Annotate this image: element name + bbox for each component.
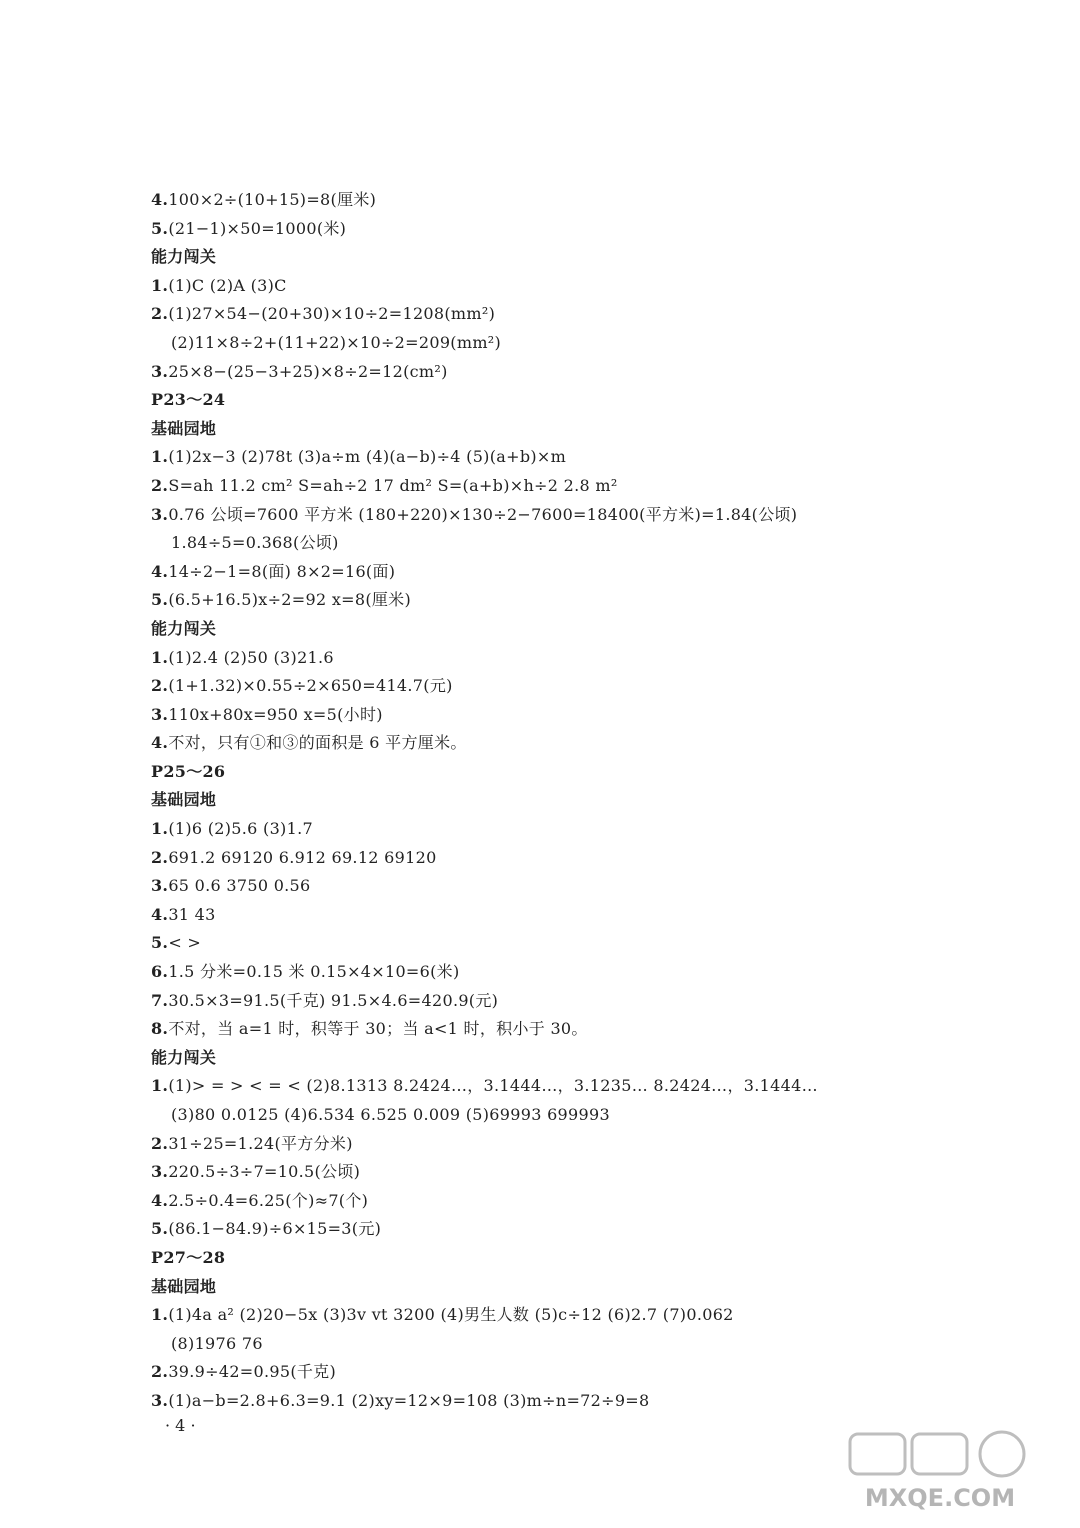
item-number: 4. [151, 561, 169, 581]
page-range-heading: P23～24 [151, 390, 226, 410]
answer-item [151, 358, 1051, 387]
answer-item [151, 958, 1051, 987]
item-number: 4. [151, 190, 169, 209]
item-text: 39.9÷42=0.95(千克) [168, 1362, 337, 1382]
item-text: (1)2x−3 (2)78t (3)a÷m (4)(a−b)÷4 (5)(a+b)×m [168, 447, 567, 467]
answer-item [151, 1015, 1051, 1044]
answer-item [151, 872, 1051, 901]
section-heading: 能力闯关 [151, 247, 217, 267]
item-number: 2. [151, 1362, 169, 1382]
answer-item [151, 815, 1051, 844]
answer-content [151, 186, 1051, 1416]
answer-item [151, 300, 1051, 329]
item-number: 4. [151, 904, 169, 924]
answer-item [151, 1187, 1051, 1216]
item-text: (21−1)×50=1000(米) [168, 218, 347, 238]
answer-item [151, 729, 1051, 758]
item-text: 100×2÷(10+15)=8(厘米) [168, 190, 377, 209]
item-text: 30.5×3=91.5(千克) 91.5×4.6=420.9(元) [168, 990, 499, 1010]
item-text: 14÷2−1=8(面) 8×2=16(面) [168, 561, 396, 581]
item-text: (1)a−b=2.8+6.3=9.1 (2)xy=12×9=108 (3)m÷n=72÷9=8 [168, 1390, 650, 1410]
item-number: 2. [151, 676, 169, 696]
item-number: 4. [151, 733, 169, 753]
item-number: 5. [151, 590, 169, 610]
item-text: 0.76 公顷=7600 平方米 (180+220)×130÷2−7600=18400(平方米)=1.84(公顷) [168, 504, 798, 524]
answer-item [151, 443, 1051, 472]
item-text: (1)2.4 (2)50 (3)21.6 [168, 647, 334, 667]
item-text: 691.2 69120 6.912 69.12 69120 [168, 847, 437, 867]
item-text: < > [168, 933, 202, 953]
answer-continuation: (2)11×8÷2+(11+22)×10÷2=209(mm²) [171, 332, 502, 352]
item-number: 8. [151, 1019, 169, 1039]
answer-continuation: (8)1976 76 [171, 1333, 263, 1353]
item-number: 3. [151, 704, 169, 724]
section-heading: 能力闯关 [151, 1047, 217, 1067]
answer-item [151, 844, 1051, 873]
answer-item [151, 1130, 1051, 1159]
site-watermark-logo [840, 1426, 1040, 1516]
answer-item [151, 472, 1051, 501]
answer-item [151, 672, 1051, 701]
answer-item [151, 186, 1051, 215]
answer-item [151, 1072, 1051, 1101]
item-number: 6. [151, 962, 169, 982]
page-range-heading: P25～26 [151, 761, 226, 781]
item-text: (1)6 (2)5.6 (3)1.7 [168, 819, 313, 839]
answer-continuation: 1.84÷5=0.368(公顷) [171, 533, 339, 553]
item-number: 2. [151, 304, 169, 324]
answer-item [151, 1387, 1051, 1416]
item-number: 1. [151, 1076, 169, 1096]
item-number: 3. [151, 361, 169, 381]
section-heading: 基础园地 [151, 1276, 217, 1296]
item-number: 2. [151, 475, 169, 495]
item-number: 5. [151, 1219, 169, 1239]
item-text: 不对，只有①和③的面积是 6 平方厘米。 [168, 733, 467, 753]
item-text: (6.5+16.5)x÷2=92 x=8(厘米) [168, 590, 412, 610]
answer-item [151, 272, 1051, 301]
answer-item [151, 1358, 1051, 1387]
item-text: 1.5 分米=0.15 米 0.15×4×10=6(米) [168, 962, 460, 982]
item-number: 1. [151, 819, 169, 839]
item-number: 2. [151, 1133, 169, 1153]
item-number: 3. [151, 1390, 169, 1410]
answer-continuation: (3)80 0.0125 (4)6.534 6.525 0.009 (5)69993 699993 [171, 1105, 610, 1124]
item-text: (86.1−84.9)÷6×15=3(元) [168, 1219, 382, 1239]
answer-item [151, 901, 1051, 930]
answer-item [151, 701, 1051, 730]
item-text: (1)C (2)A (3)C [168, 275, 287, 295]
watermark-text: MXQE.COM [864, 1484, 1016, 1512]
answer-item [151, 501, 1051, 530]
item-number: 1. [151, 275, 169, 295]
item-number: 1. [151, 1305, 169, 1325]
item-number: 1. [151, 447, 169, 467]
item-number: 1. [151, 647, 169, 667]
item-text: 不对，当 a=1 时，积等于 30；当 a<1 时，积小于 30。 [168, 1019, 588, 1039]
item-text: 31 43 [168, 904, 216, 924]
item-text: 31÷25=1.24(平方分米) [168, 1133, 353, 1153]
section-heading: 能力闯关 [151, 618, 217, 638]
item-text: 110x+80x=950 x=5(小时) [168, 704, 383, 724]
item-text: (1)4a a² (2)20−5x (3)3v vt 3200 (4)男生人数 (5)c÷12 (6)2.7 (7)0.062 [168, 1305, 734, 1325]
section-heading: 基础园地 [151, 418, 217, 438]
section-heading: 基础园地 [151, 790, 217, 810]
answer-item [151, 558, 1051, 587]
item-number: 4. [151, 1190, 169, 1210]
item-number: 3. [151, 504, 169, 524]
item-number: 7. [151, 990, 169, 1010]
item-text: 2.5÷0.4=6.25(个)≈7(个) [168, 1190, 369, 1210]
item-text: S=ah 11.2 cm² S=ah÷2 17 dm² S=(a+b)×h÷2 2.8 m² [168, 475, 618, 495]
item-number: 3. [151, 876, 169, 896]
answer-item [151, 586, 1051, 615]
answer-item [151, 644, 1051, 673]
item-number: 5. [151, 933, 169, 953]
item-number: 2. [151, 847, 169, 867]
item-text: (1+1.32)×0.55÷2×650=414.7(元) [168, 676, 453, 696]
page-number: · 4 · [165, 1416, 196, 1435]
item-text: 65 0.6 3750 0.56 [168, 876, 311, 896]
answer-item [151, 929, 1051, 958]
answer-item [151, 1301, 1051, 1330]
answer-item [151, 987, 1051, 1016]
item-text: 25×8−(25−3+25)×8÷2=12(cm²) [168, 361, 448, 381]
answer-item [151, 1158, 1051, 1187]
item-text: 220.5÷3÷7=10.5(公顷) [168, 1162, 361, 1182]
page-range-heading: P27～28 [151, 1247, 226, 1267]
item-text: (1)> = > < = < (2)8.1313 8.2424…，3.1444…，3.1235… 8.2424…，3.1444… [168, 1076, 818, 1096]
answer-item [151, 1215, 1051, 1244]
answer-item [151, 215, 1051, 244]
item-number: 5. [151, 218, 169, 238]
item-number: 3. [151, 1162, 169, 1182]
item-text: (1)27×54−(20+30)×10÷2=1208(mm²) [168, 304, 496, 324]
